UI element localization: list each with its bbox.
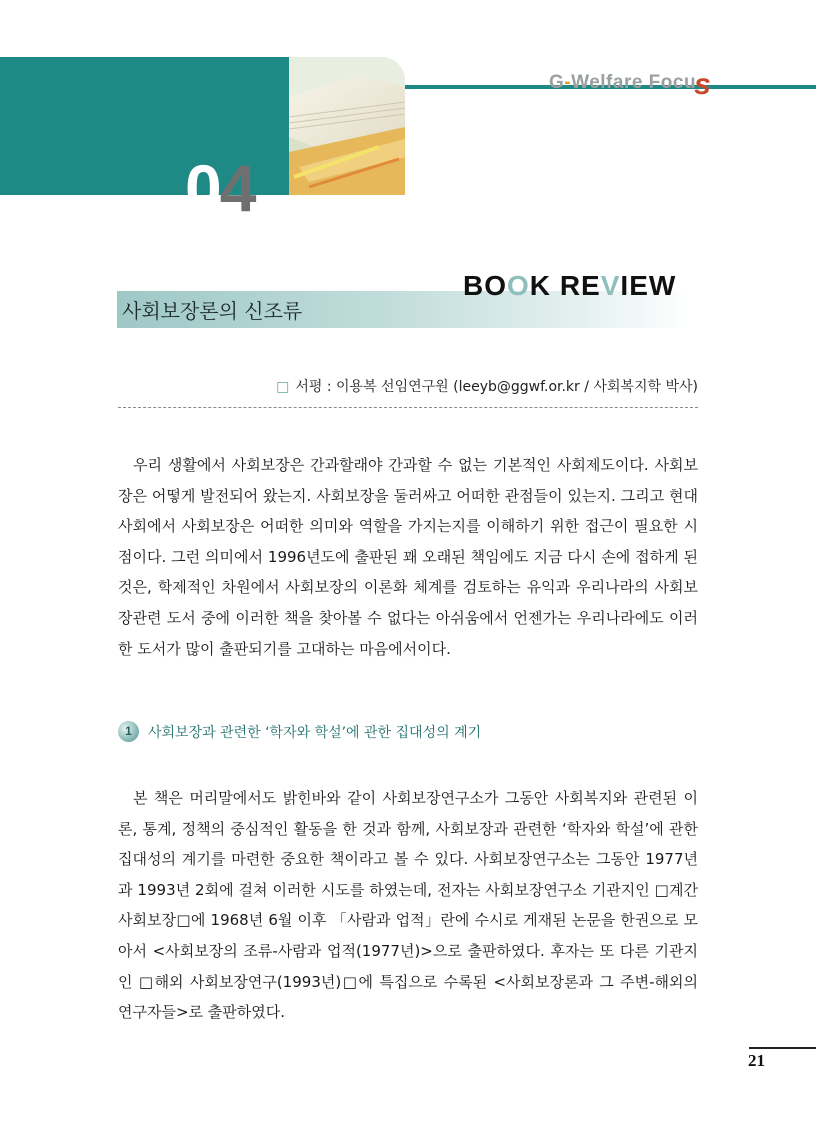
chapter-digit-1: 0 xyxy=(185,151,220,225)
brand-dash: - xyxy=(564,72,572,93)
brand-swash: s xyxy=(694,68,712,101)
chapter-digit-2: 4 xyxy=(219,151,255,225)
page-subtitle: 사회보장론의 신조류 xyxy=(122,299,303,323)
section-number-bullet: 1 xyxy=(118,721,139,742)
br-letter: K xyxy=(529,270,552,301)
brand-rest: Welfare Focu xyxy=(571,72,697,93)
reviewer-byline xyxy=(276,376,698,396)
br-letter xyxy=(551,270,560,301)
chapter-number xyxy=(185,151,255,225)
body-paragraph-2: 본 책은 머리말에서도 밝힌바와 같이 사회보장연구소가 그동안 사회복지와 관련된 이론, 통계, 정책의 중심적인 활동을 한 것과 함께, 사회보장과 관련한 ‘학자와 학설’에 관한 집대성의 계기를 마련한 중요한 책이라고 볼 수 있다. 사회보장연구소는 그동안 1977년과 1993년 2회에 걸쳐 이러한 시도를 하였는데, 전자는 사회보장연구소 기관지인 □계간 사회보장□에 1968년 6월 이후 「사람과 업적」란에 수시로 게재된 논문을 한권으로 모아서 <사회보장의 조류-사람과 업적(1977년)>으로 출판하였다. 후자는 또 다른 기관지인 □해외 사회보장연구(1993년)□에 특집으로 수록된 <사회보장론과 그 주변-해외의 연구자들>로 출판하였다. xyxy=(118,789,698,1022)
brand-logo xyxy=(549,62,712,101)
br-letter: V xyxy=(600,270,621,301)
br-letter: I xyxy=(620,270,630,301)
br-letter: E xyxy=(581,270,601,301)
br-letter: B xyxy=(463,270,485,301)
brand-g: G xyxy=(549,72,565,93)
br-letter: O xyxy=(507,270,530,301)
section-heading-1 xyxy=(118,721,481,742)
br-letter: W xyxy=(648,270,677,301)
header-photo xyxy=(289,57,405,195)
br-letter: R xyxy=(559,270,582,301)
page-number-rule xyxy=(749,1047,816,1049)
byline-mark: □ xyxy=(276,379,290,395)
dashed-divider xyxy=(118,407,698,408)
page-number: 21 xyxy=(748,1051,765,1070)
br-letter: O xyxy=(484,270,508,301)
byline-text: 서평 : 이용복 선임연구원 (leeyb@ggwf.or.kr / 사회복지학 박사) xyxy=(295,379,698,395)
section-title: 사회보장과 관련한 ‘학자와 학설’에 관한 집대성의 계기 xyxy=(148,724,482,741)
book-review-heading xyxy=(463,270,676,302)
br-letter: E xyxy=(629,270,649,301)
body-paragraph-1: 우리 생활에서 사회보장은 간과할래야 간과할 수 없는 기본적인 사회제도이다. 사회보장은 어떻게 발전되어 왔는지. 사회보장을 둘러싸고 어떠한 관점들이 있는지. 그리고 현대 사회에서 사회보장은 어떠한 의미와 역할을 가지는지를 이해하기 위한 접근이 필요한 시점이다. 그런 의미에서 1996년도에 출판된 꽤 오래된 책임에도 지금 다시 손에 접하게 된 것은, 학제적인 차원에서 사회보장의 이론화 체계를 검토하는 유익과 우리나라의 사회보장관련 도서 중에 이러한 책을 찾아볼 수 없다는 아쉬움에서 언젠가는 우리나라에도 이러한 도서가 많이 출판되기를 고대하는 마음에서이다. xyxy=(118,456,698,658)
